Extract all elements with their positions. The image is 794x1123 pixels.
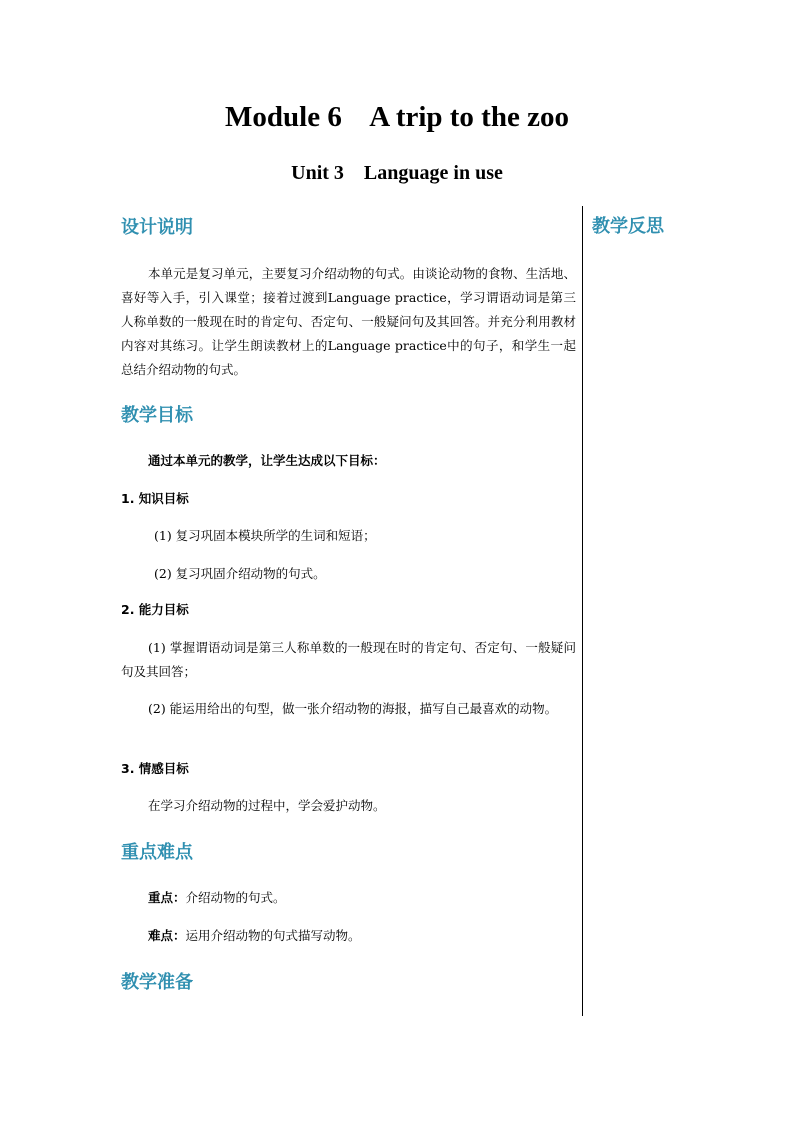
design-paragraph: 本单元是复习单元，主要复习介绍动物的句式。由谈论动物的食物、生活地、喜好等入手，引入课堂；接着过渡到Language practice，学习谓语动词是第三人称单数的一般现在时的肯定句、否定句、一般疑问句及其回答。并充分利用教材内容对其练习。让学生朗读教材上的Language practice中的句子，和学生一起总结介绍动物的句式。 xyxy=(121,266,576,377)
difficult-point-text: 运用介绍动物的句式描写动物。 xyxy=(185,928,361,943)
key-point-text: 介绍动物的句式。 xyxy=(185,890,286,905)
key-point xyxy=(148,888,286,908)
knowledge-label: 1. 知识目标 xyxy=(121,491,189,506)
key-point-label: 重点： xyxy=(148,890,186,905)
ability-item: (1) 掌握谓语动词是第三人称单数的一般现在时的肯定句、否定句、一般疑问句及其回答； xyxy=(121,640,576,679)
unit-subtitle: Unit 3 Language in use xyxy=(291,162,503,184)
column-divider xyxy=(582,206,583,1016)
module-title: Module 6 A trip to the zoo xyxy=(225,101,569,133)
focus-heading: 重点难点 xyxy=(121,842,193,863)
difficult-point xyxy=(148,926,361,946)
ability-label: 2. 能力目标 xyxy=(121,602,189,617)
emotion-label: 3. 情感目标 xyxy=(121,761,189,776)
objectives-heading: 教学目标 xyxy=(121,405,193,426)
difficult-point-label: 难点： xyxy=(148,928,186,943)
reflection-heading: 教学反思 xyxy=(592,216,664,237)
ability-item: (2) 能运用给出的句型，做一张介绍动物的海报，描写自己最喜欢的动物。 xyxy=(148,701,558,716)
objectives-intro: 通过本单元的教学，让学生达成以下目标： xyxy=(148,453,386,468)
design-heading: 设计说明 xyxy=(121,217,193,238)
knowledge-item: (2) 复习巩固介绍动物的句式。 xyxy=(154,566,326,581)
preparation-heading: 教学准备 xyxy=(121,972,193,993)
emotion-text: 在学习介绍动物的过程中，学会爱护动物。 xyxy=(148,798,386,813)
knowledge-item: (1) 复习巩固本模块所学的生词和短语； xyxy=(154,528,376,543)
